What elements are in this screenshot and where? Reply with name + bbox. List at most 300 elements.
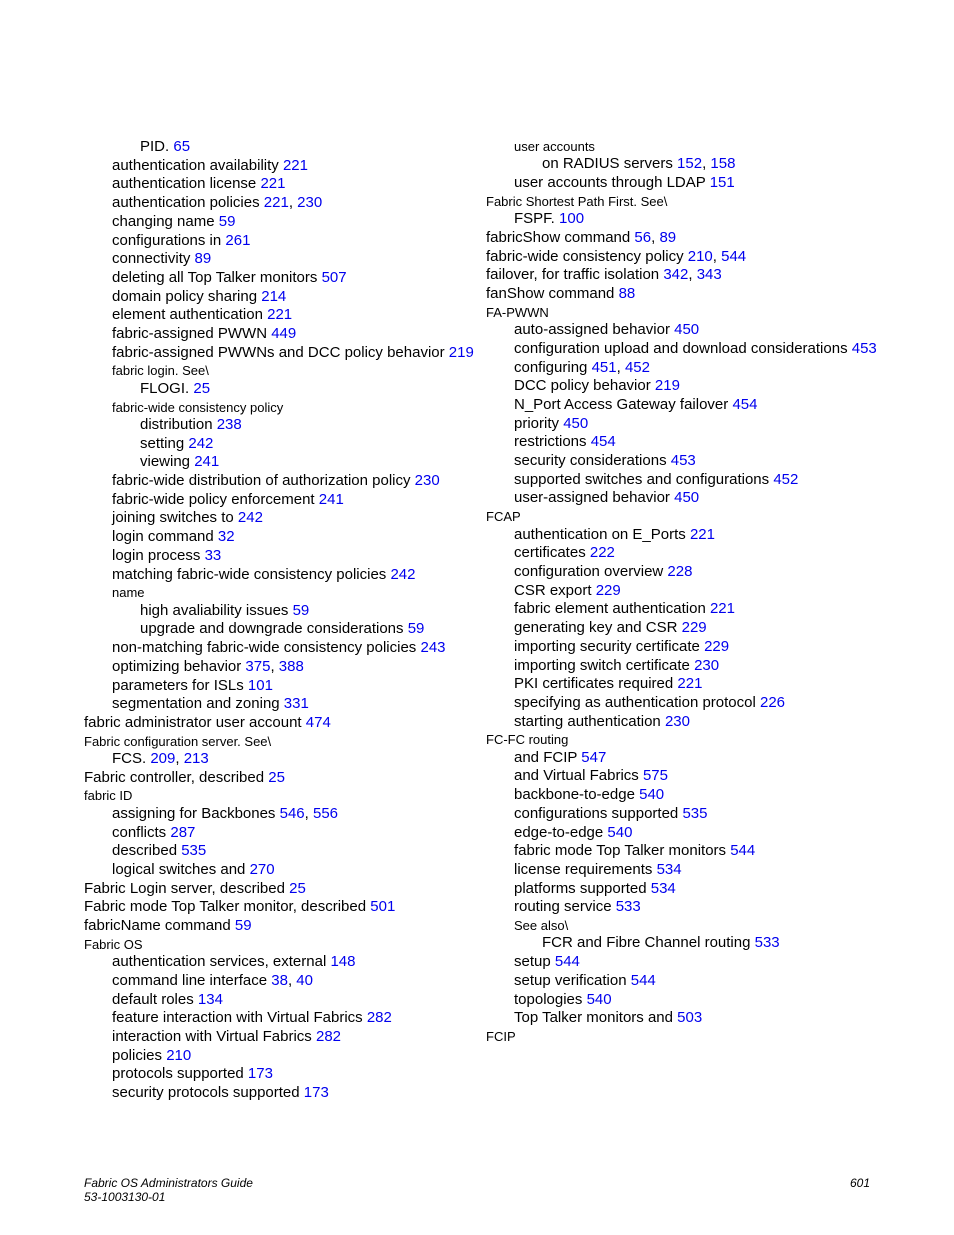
index-term: viewing [140,453,191,471]
index-column-left [84,138,476,1103]
page-ref-link[interactable]: 388 [278,657,304,675]
index-term: configuration upload and download considerations [514,339,848,357]
index-entry [486,824,886,843]
index-entry [84,250,476,269]
page-ref-link[interactable]: 33 [204,546,222,564]
index-entry [486,657,886,676]
index-entry [84,325,476,344]
page-ref-link[interactable]: 454 [590,433,616,451]
page-ref-link[interactable]: 229 [704,637,730,655]
page-ref-link[interactable]: 210 [166,1046,192,1064]
page-ref-link[interactable]: 243 [420,639,446,657]
index-term: setup [514,953,551,971]
page-ref-link[interactable]: 270 [249,860,275,878]
page-ref-link[interactable]: 546 [279,804,305,822]
page-ref-link[interactable]: 134 [197,990,223,1008]
index-entry: failover, for traffic isolation 342, 343 [486,266,722,284]
index-term: security protocols supported [112,1084,300,1102]
index-entry [486,767,886,786]
index-term: Fabric Shortest Path First. See\ [486,193,668,209]
page-ref-link[interactable]: 219 [654,377,680,395]
page-ref-link[interactable]: 219 [448,343,474,361]
index-entry [486,713,886,732]
page-ref-link[interactable]: 452 [624,358,650,376]
index-term: generating key and CSR [514,619,678,637]
page-ref-link[interactable]: 89 [194,250,212,268]
page-ref-link[interactable]: 449 [271,325,297,343]
index-entry [84,288,476,307]
page-ref-link[interactable]: 540 [586,990,612,1008]
index-term: non-matching fabric-wide consistency policies [112,639,417,657]
index-entry [486,749,886,768]
page-ref-link[interactable]: 507 [321,268,347,286]
index-term: fabric-wide consistency policy [486,247,684,265]
page-ref-link[interactable]: 158 [710,155,736,173]
page-ref-link[interactable]: 540 [639,786,665,804]
index-term: fabric-assigned PWWNs and DCC policy behavior [112,343,445,361]
index-column-right [486,138,886,1045]
page-ref-link[interactable]: 38 [271,971,288,989]
index-entry [84,1009,476,1028]
index-entry [84,861,476,880]
index-term: backbone-to-edge [514,786,635,804]
page-ref-link[interactable]: 331 [283,695,309,713]
index-entry [84,509,476,528]
index-entry [486,415,886,434]
index-entry: FCS. 209, 213 [112,750,209,768]
page-ref-link[interactable]: 503 [677,1009,703,1027]
index-entry: assigning for Backbones 546, 556 [112,804,339,822]
page-ref-link[interactable]: 230 [664,712,690,730]
page-ref-link[interactable]: 222 [589,544,615,562]
index-heading [486,1028,886,1045]
footer-page-number: 601 [849,1176,870,1190]
index-term: edge-to-edge [514,823,604,841]
index-entry [486,953,886,972]
page-ref-link[interactable]: 474 [305,713,331,731]
page-ref-link[interactable]: 59 [218,212,236,230]
index-term: configurations supported [514,804,679,822]
index-term: setting [140,434,185,452]
index-term: fabricName command [84,917,231,935]
index-term: user-assigned behavior [514,489,670,507]
index-term: fabric-assigned PWWN [112,325,268,343]
index-entry [84,547,476,566]
page-ref-link[interactable]: 226 [760,693,786,711]
index-entry [486,898,886,917]
page-ref-link[interactable]: 221 [263,194,289,212]
index-term: fabric login. See\ [112,363,209,379]
index-term: fabric element authentication [514,600,706,618]
index-heading [486,731,886,748]
index-entry [84,898,476,917]
page-ref-link[interactable]: 242 [390,565,416,583]
page-ref-link[interactable]: 241 [194,453,220,471]
index-entry [486,786,886,805]
index-term: command line interface [112,971,268,989]
page-ref-link[interactable]: 453 [851,339,877,357]
page-ref-link[interactable]: 221 [260,175,286,193]
index-term: restrictions [514,433,587,451]
index-entry [486,340,886,359]
page-ref-link[interactable]: 501 [370,898,396,916]
index-entry [486,694,886,713]
page-ref-link[interactable]: 59 [407,620,425,638]
index-term: optimizing behavior [112,657,242,675]
index-entry [84,769,476,788]
index-term: fabric ID [84,788,133,804]
index-entry [84,824,476,843]
page-ref-link[interactable]: 173 [303,1084,329,1102]
index-term: Fabric Login server, described [84,879,285,897]
index-term: upgrade and downgrade considerations [140,620,404,638]
index-entry [84,380,476,399]
page-ref-link[interactable]: 540 [607,823,633,841]
index-term: login process [112,546,201,564]
index-heading [84,733,476,750]
index-entry: on RADIUS servers 152, 158 [542,155,736,173]
page-ref-link[interactable]: 544 [721,247,747,265]
index-term: connectivity [112,250,191,268]
index-entry [84,528,476,547]
page-ref-link[interactable]: 221 [709,600,735,618]
footer-doc-number: 53-1003130-01 [84,1190,166,1204]
index-entry [486,861,886,880]
index-term: FCAP [486,509,521,525]
index-term: fabric-wide policy enforcement [112,490,315,508]
index-entry: fabricShow command 56, 89 [486,228,677,246]
index-term: license requirements [514,860,653,878]
index-term: domain policy sharing [112,287,258,305]
index-entry [486,526,886,545]
index-term: Fabric OS [84,936,143,952]
index-term: FCS. [112,750,147,768]
index-term: authentication availability [112,156,279,174]
index-term: authentication license [112,175,257,193]
page-ref-link[interactable]: 242 [237,509,263,527]
index-term: certificates [514,544,586,562]
page-ref-link[interactable]: 229 [681,619,707,637]
index-term: platforms supported [514,879,647,897]
page-ref-link[interactable]: 534 [650,879,676,897]
index-entry [84,416,476,435]
index-term: deleting all Top Talker monitors [112,268,318,286]
index-entry [84,453,476,472]
page-ref-link[interactable]: 375 [245,657,271,675]
index-term: FC-FC routing [486,732,569,748]
index-entry [486,563,886,582]
page-ref-link[interactable]: 221 [267,306,293,324]
page-ref-link[interactable]: 534 [656,860,682,878]
index-term: FCIP [486,1028,516,1044]
page-ref-link[interactable]: 213 [183,750,209,768]
index-term: DCC policy behavior [514,377,651,395]
page-ref-link[interactable]: 241 [318,490,344,508]
page-ref-link[interactable]: 210 [687,247,713,265]
index-term: topologies [514,990,583,1008]
index-entry [84,620,476,639]
index-entry [84,639,476,658]
index-term: fabricShow command [486,228,631,246]
index-term: PID. [140,138,170,155]
page-ref-link[interactable]: 100 [559,210,585,228]
index-term: importing security certificate [514,637,700,655]
index-term: user accounts through LDAP [514,174,706,192]
index-term: CSR export [514,581,592,599]
index-term: changing name [112,212,215,230]
index-entry [84,138,476,157]
index-entry [486,377,886,396]
index-entry [84,1065,476,1084]
page-ref-link[interactable]: 32 [217,528,235,546]
index-term: FLOGI. [140,379,190,397]
index-entry [84,306,476,325]
index-term: policies [112,1046,163,1064]
index-entry [486,452,886,471]
index-entry [486,582,886,601]
page-ref-link[interactable]: 454 [732,395,758,413]
index-entry [486,842,886,861]
index-entry [84,842,476,861]
index-term: FCR and Fibre Channel routing [542,934,751,952]
index-term: element authentication [112,306,263,324]
index-entry [84,1047,476,1066]
index-entry [84,917,476,936]
index-term: interaction with Virtual Fabrics [112,1027,312,1045]
index-term: FA-PWWN [486,304,549,320]
page-ref-link[interactable]: 59 [292,601,310,619]
page-ref-link[interactable]: 282 [366,1009,392,1027]
page-ref-link[interactable]: 547 [581,748,607,766]
index-entry [84,991,476,1010]
index-term: importing switch certificate [514,656,690,674]
index-term: authentication services, external [112,953,327,971]
page-ref-link[interactable]: 282 [315,1027,342,1045]
index-entry [486,972,886,991]
index-term: segmentation and zoning [112,695,280,713]
index-entry [486,600,886,619]
page-ref-link[interactable]: 148 [330,953,356,971]
index-entry [486,619,886,638]
page-ref-link[interactable]: 228 [667,562,693,580]
index-term: distribution [140,415,213,433]
index-entry [84,677,476,696]
page-ref-link[interactable]: 450 [674,489,700,507]
index-term: fabric mode Top Talker monitors [514,842,727,860]
index-term: assigning for Backbones [112,804,276,822]
index-entry [84,1084,476,1103]
index-term: Top Talker monitors and [514,1009,673,1027]
index-term: PKI certificates required [514,675,674,693]
index-entry: authentication policies 221, 230 [112,194,323,212]
page-ref-link[interactable]: 25 [193,379,211,397]
page-ref-link[interactable]: 230 [414,472,440,490]
index-term: security considerations [514,452,667,470]
index-entry: fabric-wide consistency policy 210, 544 [486,247,747,265]
index-term: conflicts [112,823,167,841]
page-ref-link[interactable]: 209 [150,750,176,768]
index-term: parameters for ISLs [112,676,244,694]
index-entry [84,602,476,621]
index-term: setup verification [514,971,627,989]
index-term: fanShow command [486,285,615,303]
page-ref-link[interactable]: 343 [696,266,722,284]
page-ref-link[interactable]: 342 [663,266,689,284]
page-ref-link[interactable]: 25 [289,879,306,897]
page-ref-link[interactable]: 221 [282,156,308,174]
page-ref-link[interactable]: 40 [296,971,313,989]
index-term: authentication policies [112,194,260,212]
page-ref-link[interactable]: 56 [634,228,652,246]
index-term: supported switches and configurations [514,470,770,488]
index-entry [84,491,476,510]
page-ref-link[interactable]: 533 [615,898,641,916]
index-term: See also\ [514,918,569,934]
index-entry [486,805,886,824]
index-entry: command line interface 38, 40 [112,971,313,989]
index-term: feature interaction with Virtual Fabrics [112,1009,363,1027]
index-entry [84,213,476,232]
page-ref-link[interactable]: 544 [554,953,580,971]
index-entry [84,269,476,288]
index-term: logical switches and [112,860,246,878]
page-ref-link[interactable]: 221 [689,525,715,543]
index-heading [84,584,476,601]
index-term: high avaliability issues [140,601,289,619]
index-term: configuration overview [514,562,664,580]
footer-guide-title: Fabric OS Administrators Guide [84,1176,253,1190]
index-term: auto-assigned behavior [514,321,670,339]
page-ref-link[interactable]: 556 [312,804,339,822]
index-entry [486,544,886,563]
index-entry [84,695,476,714]
index-entry [486,396,886,415]
index-term: joining switches to [112,509,234,527]
index-term: name [112,585,145,601]
page-ref-link[interactable]: 101 [247,676,273,694]
index-entry [486,1009,886,1028]
page-ref-link[interactable]: 65 [173,138,191,155]
index-term: fabric-wide distribution of authorization policy [112,472,411,490]
page-ref-link[interactable]: 229 [595,581,621,599]
index-term: authentication on E_Ports [514,525,686,543]
index-entry: optimizing behavior 375, 388 [112,657,304,675]
page-ref-link[interactable]: 238 [216,415,242,433]
footer-left [84,1176,253,1204]
page-ref-link[interactable]: 214 [261,287,287,305]
page-ref-link[interactable]: 152 [677,155,703,173]
index-term: routing service [514,898,612,916]
index-heading [486,304,886,321]
index-term: and FCIP [514,748,578,766]
index-term: configurations in [112,231,222,249]
index-term: on RADIUS servers [542,155,673,173]
index-term: described [112,842,178,860]
page-ref-link[interactable]: 88 [618,285,636,303]
index-term: failover, for traffic isolation [486,266,660,284]
index-term: priority [514,414,560,432]
index-heading [84,399,476,416]
index-entry [486,433,886,452]
index-term: protocols supported [112,1065,244,1083]
page-ref-link[interactable]: 59 [234,917,252,935]
index-entry [84,344,476,363]
page-ref-link[interactable]: 575 [642,767,668,785]
page-ref-link[interactable]: 451 [591,358,617,376]
page-ref-link[interactable]: 89 [659,228,677,246]
index-heading [486,508,886,525]
page-ref-link[interactable]: 25 [268,768,285,786]
page-ref-link[interactable]: 533 [754,934,780,952]
page-ref-link[interactable]: 173 [247,1065,273,1083]
index-term: fabric administrator user account [84,713,302,731]
index-entry [486,285,886,304]
index-term: fabric-wide consistency policy [112,399,284,415]
index-entry [486,934,886,953]
index-entry [486,471,886,490]
index-term: Fabric controller, described [84,768,265,786]
index-entry [84,472,476,491]
page-ref-link[interactable]: 544 [630,971,656,989]
page-ref-link[interactable]: 242 [188,434,214,452]
page-ref-link[interactable]: 453 [670,452,696,470]
index-entry [84,157,476,176]
index-entry [486,991,886,1010]
page-ref-link[interactable]: 230 [694,656,720,674]
index-entry [84,435,476,454]
index-term: Fabric configuration server. See\ [84,733,272,749]
page-ref-link[interactable]: 230 [297,194,323,212]
index-term: starting authentication [514,712,661,730]
index-entry [84,880,476,899]
page-ref-link[interactable]: 261 [225,231,251,249]
index-entry [84,566,476,585]
page-ref-link[interactable]: 535 [682,804,708,822]
page-ref-link[interactable]: 151 [709,174,735,192]
index-entry [84,175,476,194]
index-term: default roles [112,990,194,1008]
index-heading [486,193,886,210]
page-ref-link[interactable]: 221 [677,675,703,693]
index-entry [486,880,886,899]
page-ref-link[interactable]: 452 [773,470,799,488]
index-entry: configuring 451, 452 [514,358,650,376]
index-entry [486,210,886,229]
page-ref-link[interactable]: 450 [674,321,700,339]
index-heading [486,138,886,155]
index-entry [84,1028,476,1047]
index-heading [84,936,476,953]
index-term: login command [112,528,214,546]
index-heading [84,787,476,804]
index-entry [486,638,886,657]
index-entry [84,953,476,972]
index-entry [84,232,476,251]
index-entry [486,321,886,340]
page-ref-link[interactable]: 450 [563,414,589,432]
index-heading [486,917,886,934]
page-ref-link[interactable]: 535 [181,842,207,860]
index-term: user accounts [514,139,595,154]
page-ref-link[interactable]: 544 [730,842,756,860]
index-heading [84,362,476,379]
index-term: and Virtual Fabrics [514,767,639,785]
page-ref-link[interactable]: 287 [170,823,196,841]
index-entry [486,174,886,193]
index-term: FSPF. [514,210,555,228]
index-term: configuring [514,358,588,376]
index-term: N_Port Access Gateway failover [514,395,729,413]
